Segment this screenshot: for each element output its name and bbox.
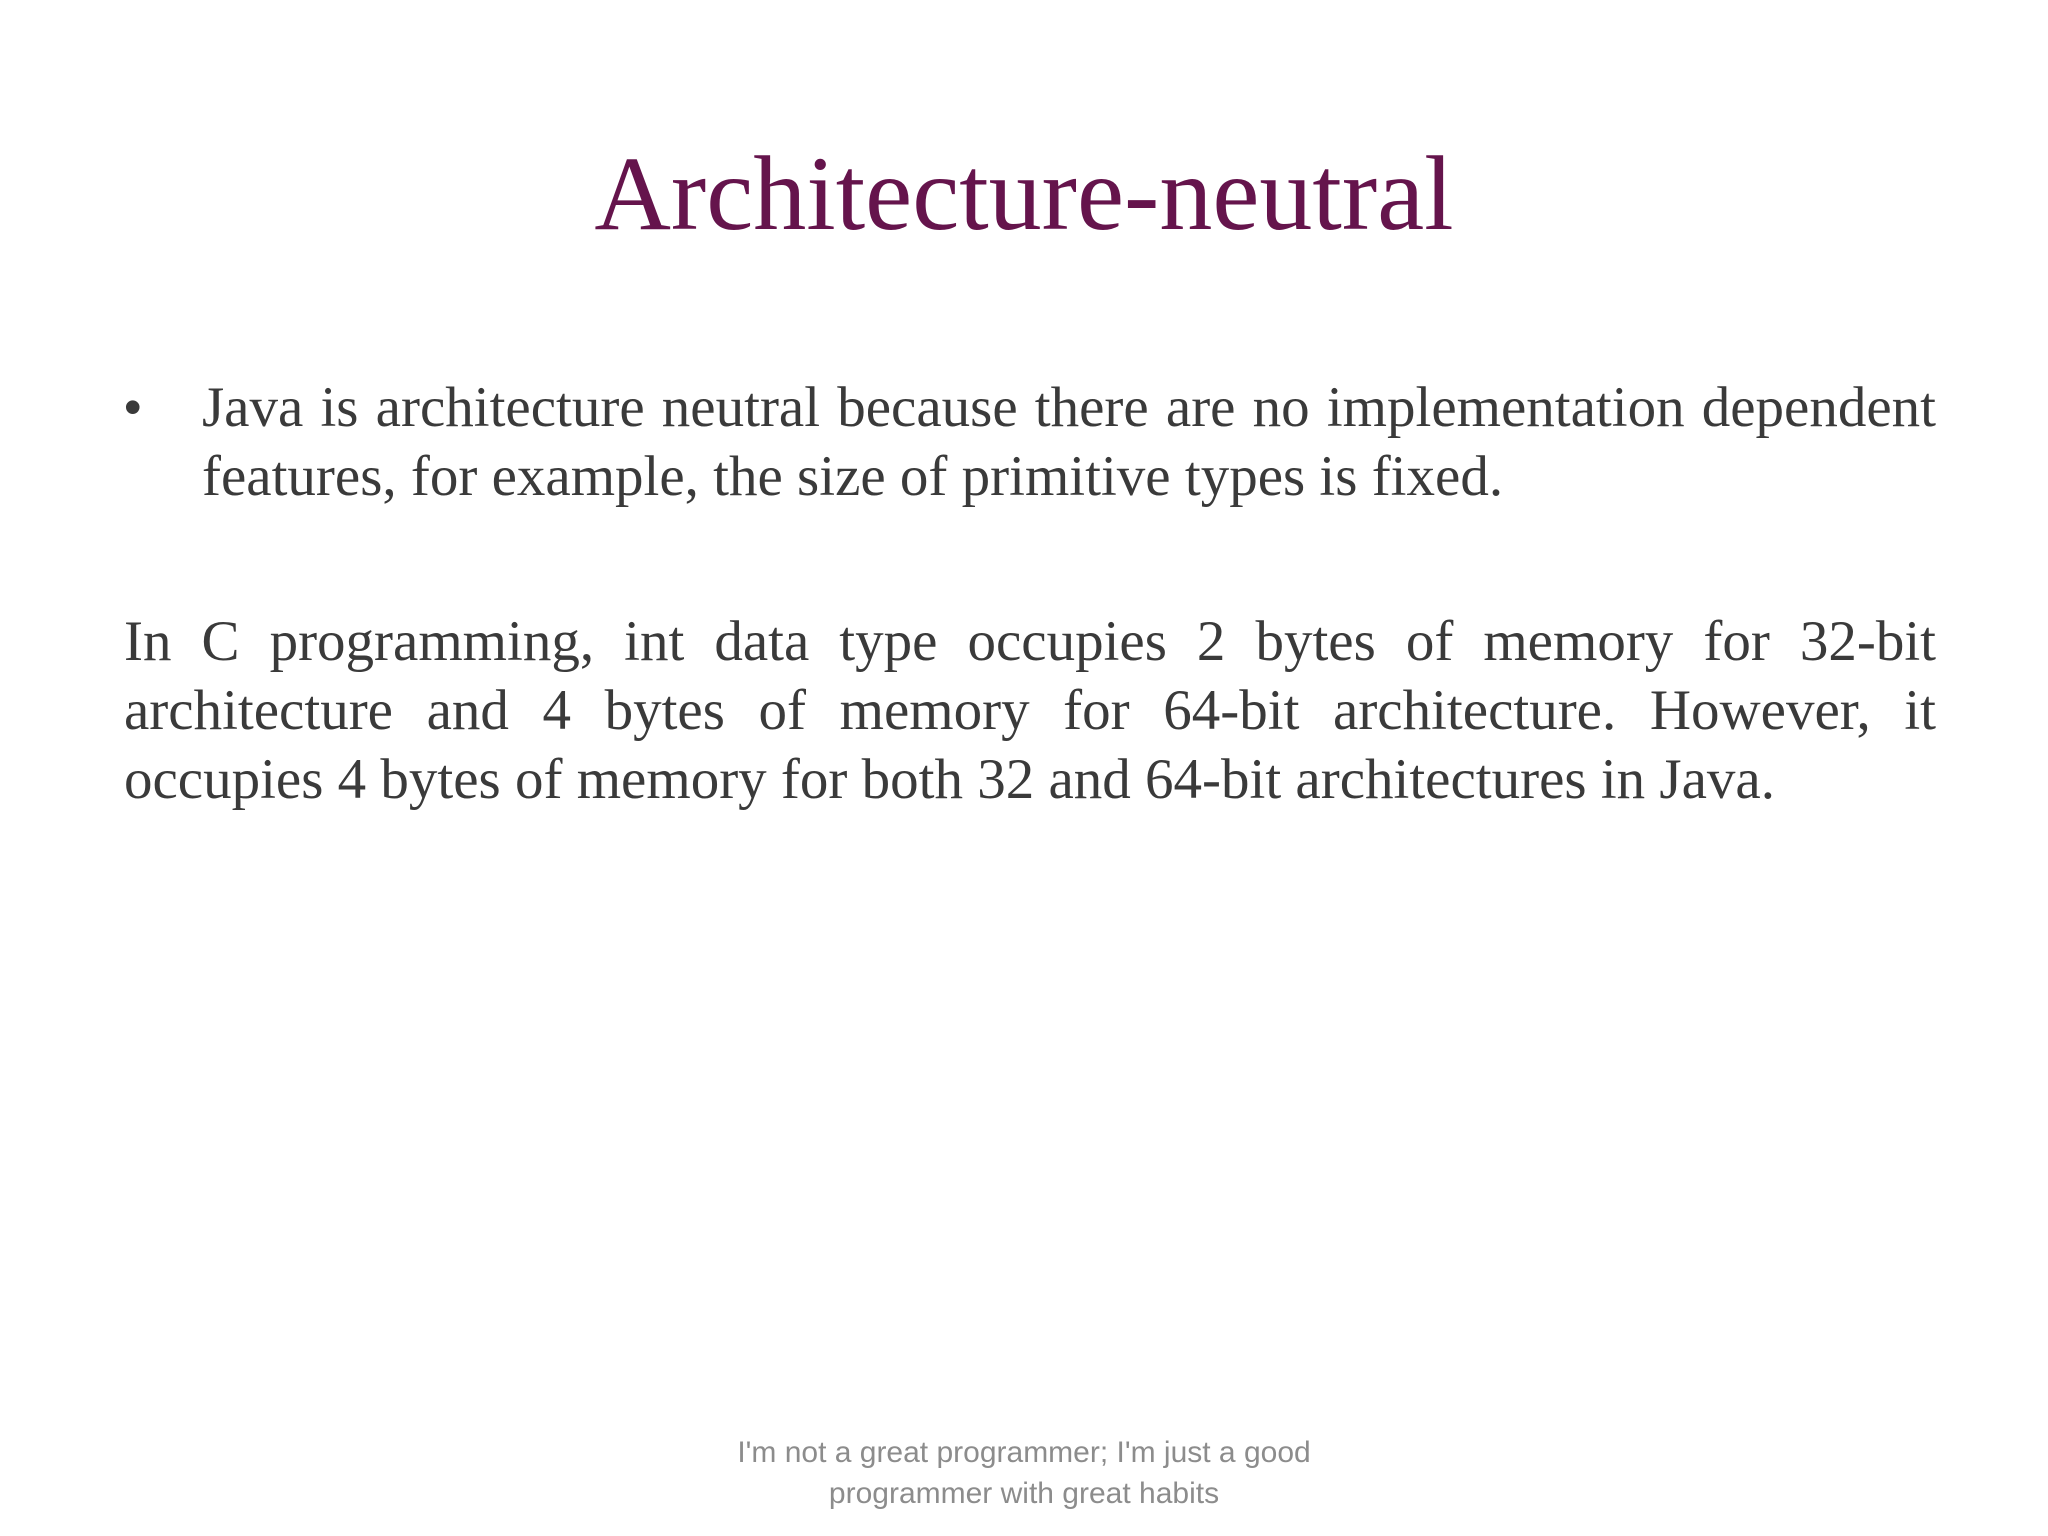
- slide-title: Architecture-neutral: [594, 135, 1454, 252]
- body-paragraph: In C programming, int data type occupies 2 bytes of memory for 32-bit architecture and 4 bytes of memory for 64-bit architecture. However, it occupies 4 bytes of memory for both 32 and 64-bit architectures in Java.: [124, 610, 1936, 811]
- footer-quote: [624, 1432, 1424, 1514]
- bullet-icon: •: [124, 379, 142, 435]
- footer-line-1: I'm not a great programmer; I'm just a good: [737, 1436, 1311, 1469]
- bullet-text: Java is architecture neutral because there are no implementation dependent features, for example, the size of primitive types is fixed.: [202, 376, 1936, 508]
- footer-line-2: programmer with great habits: [828, 1477, 1220, 1510]
- bullet-item: [124, 373, 1936, 511]
